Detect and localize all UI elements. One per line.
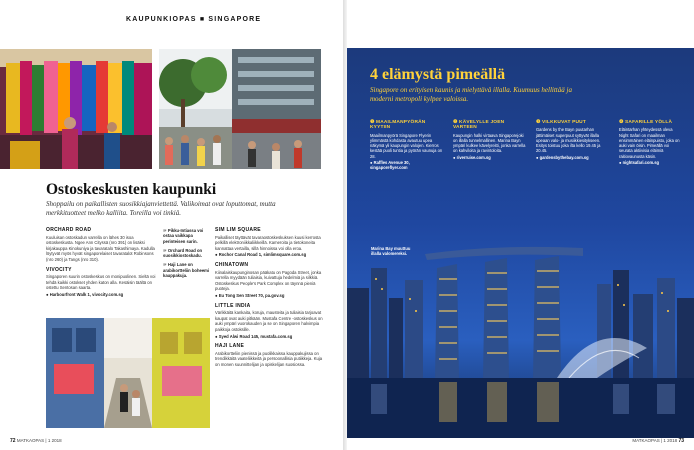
kicker-label: KAUPUNKIOPAS bbox=[126, 16, 197, 23]
little-india-address: ● Syed Alwi Road 145, mustafa.com.sg bbox=[215, 333, 293, 339]
night-safari-address: ● nightsafari.com.sg bbox=[619, 160, 660, 166]
right-page bbox=[347, 0, 694, 450]
riverside-walk-heading: ❷ KÄVELYLLE JOEN VARTEEN bbox=[453, 120, 505, 131]
page-title: Ostoskeskusten kaupunki bbox=[46, 181, 217, 198]
riverside-walk-address: ● riverruise.com.sg bbox=[453, 154, 491, 160]
kicker-place: SINGAPORE bbox=[208, 16, 262, 23]
little-india-text: Värikkäitä kankaita, koruja, mausteita ja tuliaisia tarjoavat kaupat ovat auki pitkään. Mustafa Centre -ostoskeskus on auki ympäri vuorokauden ja se on Singaporen halvimpia paikkoja ostoksille. bbox=[215, 310, 323, 332]
light-trees-address: ● gardensbythebay.com.sg bbox=[536, 154, 589, 160]
caption-orchard-road: ☞ Orchard Road on suosikkiostoskadu. bbox=[163, 247, 203, 259]
item-riverside-walk bbox=[453, 120, 526, 160]
little-india-heading: LITTLE INDIA bbox=[215, 302, 251, 309]
caption-little-india: ☞ Pikku-Intiassa voi ostaa vaikkapa perinteisen sarin. bbox=[163, 228, 204, 244]
photo-fabric-stalls bbox=[0, 49, 152, 169]
ferris-wheel-address: ● Raffles Avenue 30, singaporeflyer.com bbox=[370, 160, 410, 171]
left-page bbox=[0, 0, 343, 450]
item-ferris-wheel bbox=[370, 120, 443, 171]
kicker-separator: ■ bbox=[199, 16, 206, 23]
vivocity-text: Singaporen suurin ostoskeskus on monipuolinen. Sieltä voi tehdä kaikki ostokset yhden katon alla. Kesäisin täältä on ostettu Sentosan saarta. bbox=[46, 274, 156, 291]
chinatown-address: ● Eu Tong Sen Street 70, pa.gov.sg bbox=[215, 292, 285, 298]
section-kicker bbox=[126, 16, 261, 23]
sim-lim-address: ● Rochor Canal Road 1, simlimsquare.com.sg bbox=[215, 252, 307, 258]
haji-lane-text: Arabikortteliin pienissä ja puolikkaissa kauppakujissa on trendikkäitä vaateliikkeitä ja persoonallisia putiikkeja. Kuja on monen suunnittelijan ja opiskelijan suosiossa. bbox=[215, 350, 323, 367]
left-folio-text: MATKAOPAS | 1 2018 bbox=[16, 438, 62, 443]
riverside-walk-text: Kaupungin halki virtaava Singaporejoki on illalla tunnelmallinen. Marina Bayn ympäri kulkee kävelyreitti, jonka varrella on kahviloita ja ravintoloita. bbox=[453, 132, 526, 154]
orchard-road-heading: ORCHARD ROAD bbox=[46, 227, 92, 233]
shopping-column-1 bbox=[46, 228, 158, 303]
feature-subtitle: Singapore on erityisen kaunis ja mielyttävä illalla. Kuumuus hellittää ja moderni metropoli kylpee valoissa. bbox=[370, 86, 572, 103]
photo-haji-lane bbox=[46, 318, 210, 428]
night-feature-panel bbox=[347, 48, 694, 438]
photo-caption: Marina Bay muuttuu illalla valomereksi. bbox=[371, 246, 411, 257]
night-safari-heading: ❹ SAFARILLE YÖLLÄ bbox=[619, 120, 673, 125]
marina-bay-night-photo bbox=[347, 48, 694, 438]
light-trees-heading: ❸ VILKKUVAT PUUT bbox=[536, 120, 586, 125]
item-night-safari bbox=[619, 120, 683, 165]
caption-haji-lane: ☞ Haji Lane on arabikortteliin boheemi kauppakuja. bbox=[163, 262, 210, 279]
feature-title: 4 elämystä pimeällä bbox=[370, 66, 506, 83]
intro-text: Shoppailu on paikallisten suosikkiajanviettettä. Valikoimat ovat loputtomat, mutta merkkituotteet melko kalliita. Toreilla voi tinkiä. bbox=[46, 200, 276, 217]
chinatown-heading: CHINATOWN bbox=[215, 261, 249, 268]
night-safari-text: Eläintarhan yhteydessä oleva Night Safari on maailman ensimmäinen eläinpuisto, joka on auki vain öisin. Pimeällä voi seurata aktiivisia eläimiä raitiovaunusta käsin. bbox=[619, 127, 680, 159]
ferris-wheel-text: Maailmanpyörä Singapore Flyerin ylimmästä kohdasta avautuu upea näkymä yli kaupungin valojen. Kierros kestää puoli tuntia ja pyörän vaunuja on 28. bbox=[370, 132, 443, 159]
sim-lim-text: Paikalliset täyttävät tavaraostoskeskuksen kuusi kerrosta pelkillä elektroniikkaliikkeillä. Kameroita ja tietokoneita kannattaa vertailla, sillä hinnoissa voi olla eroa. bbox=[215, 234, 321, 251]
chinatown-text: Kiinalaiskaupunginosan pääkatu on Pagoda Street, jonka varrella myydään tuliaisia, kuivattuja hedelmiä ja silkkiä. Ostoskeskus People's Park Complex on täynnä pieniä puoteja. bbox=[215, 269, 322, 292]
sim-lim-heading: SIM LIM SQUARE bbox=[215, 227, 261, 233]
shopping-column-2 bbox=[215, 228, 327, 368]
vivocity-heading: VIVOCITY bbox=[46, 266, 72, 273]
photo-street-crowd bbox=[159, 49, 232, 169]
haji-lane-heading: HAJI LANE bbox=[215, 343, 245, 350]
light-trees-text: Gardens by the Bayn puutarhan jättimäiset superpuut syttyvät illalla upeaan valo- ja musiikkiesitykseen. Esitys toistuu joka ilta kello 19.45 ja 20.45. bbox=[536, 127, 601, 154]
ferris-wheel-heading: ❶ MAAILMANPYÖRÄN KYYTIIN bbox=[370, 120, 426, 131]
left-page-number: 72 bbox=[10, 438, 16, 444]
orchard-road-text: Kuuluisan ostoskadun varrella on lähes 30 isoa ostoskeskusta. Ngee Ann Cityssä (nro 391) on lisäksi kirjakauppa Kinokuniya ja tavaratalo Takashimaya. Kadulla löytyvät myös hyvät singaporelaiset tavaratalot Robinsons (nro 260) ja Tangs (nro 310). bbox=[46, 234, 155, 262]
left-folio bbox=[10, 438, 62, 444]
vivocity-address: ● Harbourfront Walk 1, vivocity.com.sg bbox=[46, 291, 124, 297]
photo-captions bbox=[163, 228, 211, 282]
right-page-number: 73 bbox=[678, 438, 684, 444]
right-folio-text: MATKAOPAS | 1 2018 bbox=[632, 438, 678, 443]
photo-orchard-road-mall bbox=[232, 49, 321, 169]
item-light-trees bbox=[536, 120, 609, 160]
right-folio bbox=[632, 438, 684, 444]
